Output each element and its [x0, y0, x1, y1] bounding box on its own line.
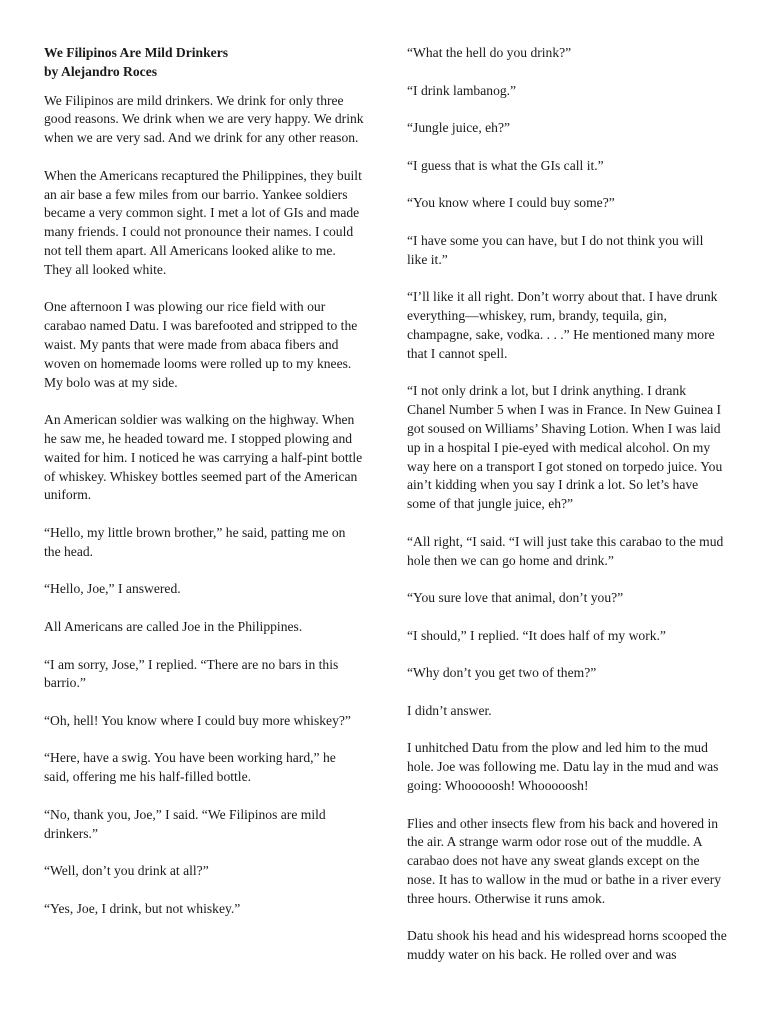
paragraph: “You sure love that animal, don’t you?”	[407, 590, 624, 606]
paragraph: “Jungle juice, eh?”	[407, 120, 511, 136]
paragraph: “I am sorry, Jose,” I replied. “There are no bars in this barrio.”	[44, 656, 339, 691]
paragraph: We Filipinos are mild drinkers. We drink for only three good reasons. We drink when we are very happy. We drink when we are very sad. And we drink for any other reason.	[44, 92, 364, 146]
paragraph: “Hello, my little brown brother,” he said, patting me on the head.	[44, 524, 346, 559]
paragraph: “I have some you can have, but I do not think you will like it.”	[407, 232, 704, 267]
paragraph: “What the hell do you drink?”	[407, 45, 572, 60]
paragraph: “I’ll like it all right. Don’t worry about that. I have drunk everything—whiskey, rum, brandy, tequila, gin, champagne, sake, vodka. . . .” He mentioned many more that I cannot spell.	[407, 289, 718, 361]
document-title: We Filipinos Are Mild Drinkers	[44, 45, 229, 60]
paragraph: “You know where I could buy some?”	[407, 195, 615, 211]
paragraph: I unhitched Datu from the plow and led him to the mud hole. Joe was following me. Datu lay in the mud and was going: Whooooosh! Whooooosh!	[407, 740, 719, 794]
right-column	[407, 44, 727, 984]
paragraph: “Here, have a swig. You have been working hard,” he said, offering me his half-filled bottle.	[44, 750, 336, 785]
paragraph: Datu shook his head and his widespread horns scooped the muddy water on his back. He rolled over and was	[407, 928, 727, 963]
paragraph: One afternoon I was plowing our rice field with our carabao named Datu. I was barefooted and stripped to the waist. My pants that were made from abaca fibers and woven on homemade looms were rolled up to my knees. My bolo was at my side.	[44, 299, 358, 390]
paragraph: “I guess that is what the GIs call it.”	[407, 157, 604, 173]
paragraph: “No, thank you, Joe,” I said. “We Filipinos are mild drinkers.”	[44, 806, 326, 841]
paragraph: “I should,” I replied. “It does half of my work.”	[407, 627, 666, 643]
paragraph: “I not only drink a lot, but I drink anything. I drank Chanel Number 5 when I was in France. In New Guinea I got soused on Williams’ Shaving Lotion. When I was laid up in a hospital I pie-eyed with medical alcohol. On my way here on a transport I got stoned on torpedo juice. You ain’t kidding when you say I drink a lot. So let’s have some of that jungle juice, eh?”	[407, 383, 723, 512]
paragraph: “All right, “I said. “I will just take this carabao to the mud hole then we can go home and drink.”	[407, 533, 724, 568]
paragraph: Flies and other insects flew from his back and hovered in the air. A strange warm odor rose out of the muddle. A carabao does not have any sweat glands except on the nose. It has to wallow in the mud or bathe in a river every three hours. Otherwise it runs amok.	[407, 815, 722, 906]
paragraph: I didn’t answer.	[407, 702, 492, 718]
paragraph: “Yes, Joe, I drink, but not whiskey.”	[44, 900, 241, 916]
paragraph: “Hello, Joe,” I answered.	[44, 581, 181, 597]
paragraph: “Well, don’t you drink at all?”	[44, 863, 209, 879]
paragraph: An American soldier was walking on the highway. When he saw me, he headed toward me. I stopped plowing and waited for him. I noticed he was carrying a half-pint bottle of whiskey. Whiskey bottles seemed part of the American uniform.	[44, 412, 363, 503]
paragraph: “Why don’t you get two of them?”	[407, 665, 597, 681]
document-byline: by Alejandro Roces	[44, 63, 158, 79]
title-block	[44, 44, 364, 82]
paragraph: “I drink lambanog.”	[407, 82, 517, 98]
paragraph: “Oh, hell! You know where I could buy more whiskey?”	[44, 712, 351, 728]
paragraph: When the Americans recaptured the Philippines, they built an air base a few miles from our barrio. Yankee soldiers became a very common sight. I met a lot of GIs and made many friends. I could not pronounce their names. I could not tell them apart. All Americans looked alike to me. They all looked white.	[44, 167, 362, 277]
paragraph: All Americans are called Joe in the Philippines.	[44, 618, 303, 634]
left-column	[44, 44, 364, 937]
